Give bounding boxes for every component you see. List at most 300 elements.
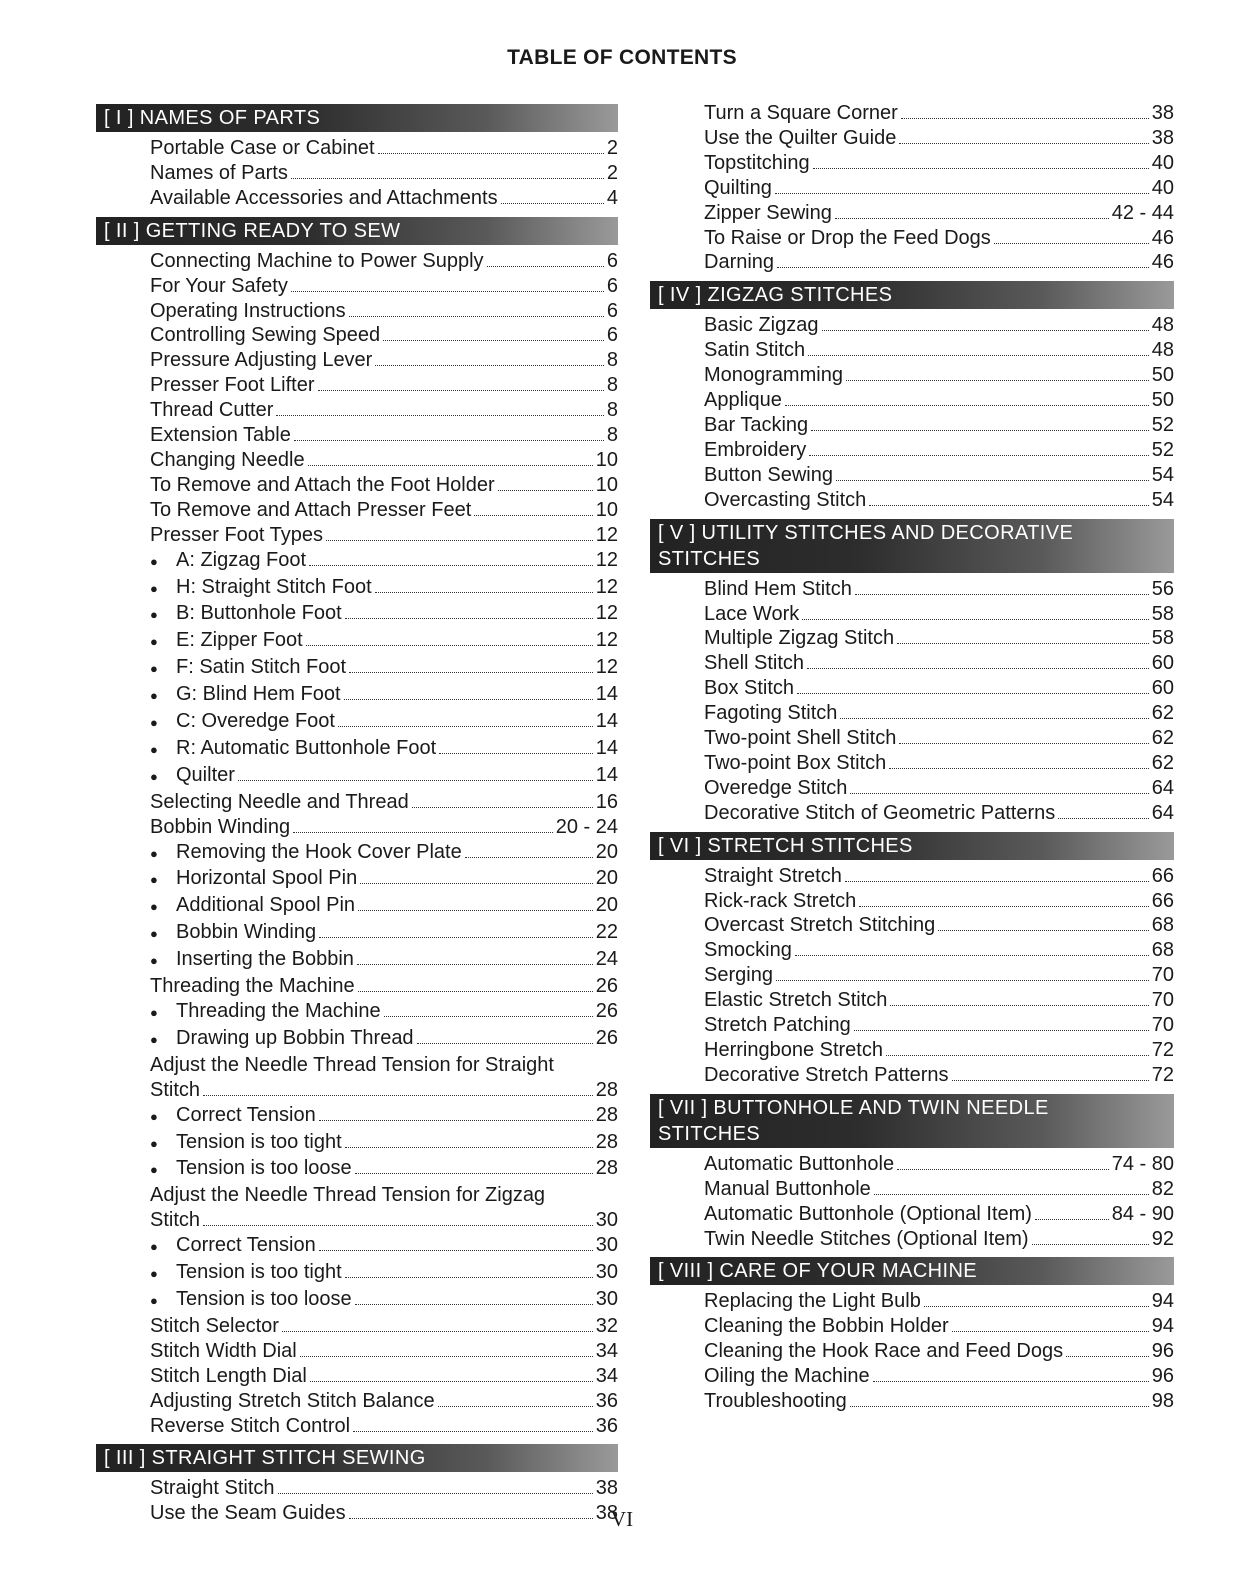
toc-entry-label: Smocking bbox=[704, 939, 792, 962]
toc-sub-entry bbox=[96, 1287, 618, 1314]
bullet-icon: ● bbox=[150, 899, 158, 915]
toc-entry-label: Adjust the Needle Thread Tension for Straight bbox=[150, 1053, 554, 1076]
toc-entry bbox=[96, 1389, 618, 1414]
toc-entry-page: 12 bbox=[595, 629, 618, 652]
bullet-icon: ● bbox=[150, 1031, 158, 1047]
dot-leader bbox=[924, 1306, 1149, 1307]
toc-entry bbox=[650, 363, 1174, 388]
bullet-icon: ● bbox=[150, 953, 158, 969]
toc-entry-label: Manual Buttonhole bbox=[704, 1177, 871, 1200]
dot-leader bbox=[889, 768, 1148, 769]
toc-entry-page: 10 bbox=[595, 448, 618, 471]
toc-left-column bbox=[96, 104, 618, 1526]
bullet-icon: ● bbox=[150, 715, 158, 731]
toc-entry-page: 36 bbox=[595, 1414, 618, 1437]
toc-entry-label: Adjust the Needle Thread Tension for Zigzag bbox=[150, 1184, 546, 1207]
toc-entry bbox=[96, 274, 618, 299]
toc-entry-page: 2 bbox=[606, 161, 618, 184]
toc-entry-page: 28 bbox=[595, 1103, 618, 1126]
toc-entry-label: Tension is too loose bbox=[176, 1157, 352, 1180]
toc-entry bbox=[650, 701, 1174, 726]
toc-entry-label: B: Buttonhole Foot bbox=[176, 602, 342, 625]
dot-leader bbox=[797, 693, 1149, 694]
toc-entry bbox=[650, 313, 1174, 338]
toc-entry-page: 30 bbox=[595, 1209, 618, 1232]
toc-entry bbox=[650, 151, 1174, 176]
toc-entry bbox=[650, 577, 1174, 602]
toc-entry bbox=[96, 323, 618, 348]
dot-leader bbox=[417, 1043, 593, 1044]
toc-entry-label: Changing Needle bbox=[150, 448, 305, 471]
toc-entry-label: H: Straight Stitch Foot bbox=[176, 575, 372, 598]
toc-entry-page: 8 bbox=[606, 349, 618, 372]
dot-leader bbox=[291, 291, 604, 292]
toc-entry bbox=[650, 889, 1174, 914]
toc-entry-label: Operating Instructions bbox=[150, 299, 346, 322]
toc-entry bbox=[96, 974, 618, 999]
toc-entry-page: 30 bbox=[595, 1261, 618, 1284]
bullet-icon: ● bbox=[150, 1135, 158, 1151]
toc-entry-label: Overcasting Stitch bbox=[704, 488, 867, 511]
toc-entry-label: Overedge Stitch bbox=[704, 776, 848, 799]
toc-right-column bbox=[650, 101, 1174, 1414]
toc-entry-page: 6 bbox=[606, 299, 618, 322]
toc-entry-page: 38 bbox=[595, 1502, 618, 1525]
dot-leader bbox=[345, 618, 593, 619]
toc-entry bbox=[650, 413, 1174, 438]
toc-entry-page: 50 bbox=[1151, 389, 1174, 412]
dot-leader bbox=[994, 243, 1149, 244]
toc-entry bbox=[650, 101, 1174, 126]
toc-entry bbox=[650, 1314, 1174, 1339]
toc-entry-page: 6 bbox=[606, 249, 618, 272]
toc-entry-label: To Remove and Attach the Foot Holder bbox=[150, 473, 495, 496]
dot-leader bbox=[846, 380, 1149, 381]
bullet-icon: ● bbox=[150, 926, 158, 942]
dot-leader bbox=[897, 1169, 1109, 1170]
toc-entry bbox=[96, 398, 618, 423]
toc-entry-label: Presser Foot Types bbox=[150, 523, 324, 546]
toc-sub-entry bbox=[96, 947, 618, 974]
toc-entry bbox=[650, 126, 1174, 151]
toc-entry-label: Elastic Stretch Stitch bbox=[704, 989, 888, 1012]
dot-leader bbox=[203, 1095, 593, 1096]
toc-entry bbox=[650, 626, 1174, 651]
dot-leader bbox=[897, 643, 1149, 644]
dot-leader bbox=[203, 1225, 593, 1226]
toc-entry-label: Quilting bbox=[704, 176, 772, 199]
toc-entry-label: Overcast Stretch Stitching bbox=[704, 914, 936, 937]
toc-entry-label: Topstitching bbox=[704, 151, 810, 174]
toc-entry-page: 30 bbox=[595, 1287, 618, 1310]
dot-leader bbox=[358, 910, 593, 911]
toc-entry-page: 4 bbox=[606, 186, 618, 209]
toc-entry-page: 58 bbox=[1151, 627, 1174, 650]
toc-entry-page: 12 bbox=[595, 548, 618, 571]
toc-entry-page: 20 bbox=[595, 840, 618, 863]
toc-entry-page: 46 bbox=[1151, 251, 1174, 274]
dot-leader bbox=[845, 881, 1149, 882]
toc-entry-page: 68 bbox=[1151, 939, 1174, 962]
toc-entry-page: 34 bbox=[595, 1339, 618, 1362]
dot-leader bbox=[326, 540, 593, 541]
toc-entry-label: To Raise or Drop the Feed Dogs bbox=[704, 226, 991, 249]
toc-entry bbox=[650, 651, 1174, 676]
toc-entry-page: 48 bbox=[1151, 339, 1174, 362]
toc-entry bbox=[650, 913, 1174, 938]
toc-entry-page: 24 bbox=[595, 948, 618, 971]
toc-entry-label: Portable Case or Cabinet bbox=[150, 137, 375, 159]
toc-entry bbox=[650, 1013, 1174, 1038]
bullet-icon: ● bbox=[150, 688, 158, 704]
toc-entry-label: Available Accessories and Attachments bbox=[150, 186, 498, 209]
bullet-icon: ● bbox=[150, 845, 158, 861]
toc-entry bbox=[96, 815, 618, 840]
dot-leader bbox=[873, 1381, 1149, 1382]
toc-entry bbox=[650, 1227, 1174, 1252]
toc-entry bbox=[96, 1339, 618, 1364]
toc-entry-label: Embroidery bbox=[704, 438, 807, 461]
section-header: [ III ] STRAIGHT STITCH SEWING bbox=[96, 1444, 618, 1472]
toc-entry-page: 50 bbox=[1151, 364, 1174, 387]
toc-entry-label: Drawing up Bobbin Thread bbox=[176, 1026, 414, 1049]
toc-entry-label: Pressure Adjusting Lever bbox=[150, 349, 373, 372]
toc-entry-page: 54 bbox=[1151, 488, 1174, 511]
toc-entry-page: 12 bbox=[595, 523, 618, 546]
toc-entry-label: Stitch bbox=[150, 1209, 201, 1232]
toc-entry-page: 96 bbox=[1151, 1365, 1174, 1388]
dot-leader bbox=[952, 1080, 1149, 1081]
toc-entry-label: For Your Safety bbox=[150, 274, 288, 297]
toc-entry-label: G: Blind Hem Foot bbox=[176, 683, 341, 706]
toc-entry bbox=[96, 498, 618, 523]
toc-entry-label: Straight Stitch bbox=[150, 1477, 275, 1500]
toc-entry-label: Stretch Patching bbox=[704, 1014, 851, 1037]
dot-leader bbox=[310, 1381, 593, 1382]
toc-entry-label: Automatic Buttonhole (Optional Item) bbox=[704, 1202, 1032, 1225]
dot-leader bbox=[813, 168, 1149, 169]
toc-entry-label: Applique bbox=[704, 389, 782, 412]
toc-entry bbox=[650, 463, 1174, 488]
dot-leader bbox=[776, 980, 1149, 981]
dot-leader bbox=[938, 930, 1149, 931]
toc-entry-label: Box Stitch bbox=[704, 677, 795, 700]
toc-entry-label: Tension is too tight bbox=[176, 1130, 342, 1153]
toc-entry-label: Connecting Machine to Power Supply bbox=[150, 249, 484, 272]
toc-entry-label: Quilter bbox=[176, 763, 235, 786]
dot-leader bbox=[869, 505, 1148, 506]
dot-leader bbox=[358, 991, 593, 992]
toc-entry-label: Shell Stitch bbox=[704, 652, 805, 675]
toc-entry bbox=[650, 1289, 1174, 1314]
toc-entry-label: Bobbin Winding bbox=[150, 815, 291, 838]
toc-entry bbox=[650, 1152, 1174, 1177]
toc-entry-page: 26 bbox=[595, 1026, 618, 1049]
dot-leader bbox=[785, 405, 1149, 406]
page-title: TABLE OF CONTENTS bbox=[507, 46, 737, 69]
section-header: [ IV ] ZIGZAG STITCHES bbox=[650, 281, 1174, 309]
toc-sub-entry bbox=[96, 736, 618, 763]
toc-sub-entry bbox=[96, 655, 618, 682]
dot-leader bbox=[345, 1147, 593, 1148]
toc-entry-label: Basic Zigzag bbox=[704, 314, 819, 337]
toc-sub-entry bbox=[96, 999, 618, 1026]
toc-entry-page: 60 bbox=[1151, 677, 1174, 700]
toc-entry bbox=[650, 602, 1174, 627]
toc-sub-entry bbox=[96, 1026, 618, 1053]
toc-entry-label: Troubleshooting bbox=[704, 1390, 847, 1413]
bullet-icon: ● bbox=[150, 580, 158, 596]
toc-entry-label: Correct Tension bbox=[176, 1234, 316, 1257]
toc-entry-label: Reverse Stitch Control bbox=[150, 1414, 351, 1437]
dot-leader bbox=[360, 883, 593, 884]
toc-entry bbox=[650, 676, 1174, 701]
toc-entry-page: 8 bbox=[606, 424, 618, 447]
toc-entry-page: 94 bbox=[1151, 1315, 1174, 1338]
toc-entry-label: To Remove and Attach Presser Feet bbox=[150, 498, 472, 521]
dot-leader bbox=[338, 726, 593, 727]
dot-leader bbox=[355, 1173, 593, 1174]
toc-entry bbox=[650, 801, 1174, 826]
toc-entry-label: Threading the Machine bbox=[150, 975, 355, 998]
toc-entry-label: Multiple Zigzag Stitch bbox=[704, 627, 895, 650]
toc-entry-label: Twin Needle Stitches (Optional Item) bbox=[704, 1227, 1029, 1250]
toc-entry-page: 28 bbox=[595, 1130, 618, 1153]
dot-leader bbox=[850, 1406, 1149, 1407]
dot-leader bbox=[840, 718, 1148, 719]
bullet-icon: ● bbox=[150, 1005, 158, 1020]
toc-entry bbox=[96, 473, 618, 498]
toc-entry-label: Cleaning the Hook Race and Feed Dogs bbox=[704, 1340, 1064, 1363]
section-header: [ VII ] BUTTONHOLE AND TWIN NEEDLE STITCHES bbox=[650, 1094, 1174, 1148]
toc-entry-label: Presser Foot Lifter bbox=[150, 374, 315, 397]
toc-entry-page: 54 bbox=[1151, 463, 1174, 486]
toc-entry-label: Blind Hem Stitch bbox=[704, 577, 852, 600]
bullet-icon: ● bbox=[150, 768, 158, 784]
toc-entry-page: 64 bbox=[1151, 776, 1174, 799]
toc-entry-label: Monogramming bbox=[704, 364, 843, 387]
toc-entry-label: Automatic Buttonhole bbox=[704, 1152, 895, 1175]
toc-entry-label: Names of Parts bbox=[150, 161, 288, 184]
toc-sub-entry bbox=[96, 763, 618, 790]
toc-entry-page: 8 bbox=[606, 374, 618, 397]
toc-entry-label: Adjusting Stretch Stitch Balance bbox=[150, 1389, 435, 1412]
toc-entry-label: F: Satin Stitch Foot bbox=[176, 656, 347, 679]
toc-entry-label: Horizontal Spool Pin bbox=[176, 867, 358, 890]
page-number: VI bbox=[610, 1507, 634, 1531]
toc-entry-label: Bar Tacking bbox=[704, 413, 809, 436]
toc-entry-label: Oiling the Machine bbox=[704, 1365, 870, 1388]
bullet-icon: ● bbox=[150, 607, 158, 623]
bullet-icon: ● bbox=[150, 741, 158, 757]
toc-entry-label: Additional Spool Pin bbox=[176, 894, 356, 917]
toc-entry-label: Removing the Hook Cover Plate bbox=[176, 840, 462, 863]
dot-leader bbox=[291, 178, 604, 179]
toc-entry bbox=[650, 1339, 1174, 1364]
toc-entry-page: 60 bbox=[1151, 652, 1174, 675]
toc-entry-page: 12 bbox=[595, 602, 618, 625]
toc-entry-page: 58 bbox=[1151, 602, 1174, 625]
toc-entry bbox=[96, 186, 618, 211]
toc-sub-entry bbox=[96, 1156, 618, 1183]
toc-entry-label: Button Sewing bbox=[704, 463, 833, 486]
toc-entry bbox=[650, 388, 1174, 413]
toc-entry-label: A: Zigzag Foot bbox=[176, 548, 307, 571]
dot-leader bbox=[384, 1016, 593, 1017]
toc-entry bbox=[96, 373, 618, 398]
toc-entry-page: 72 bbox=[1151, 1039, 1174, 1061]
dot-leader bbox=[855, 594, 1149, 595]
dot-leader bbox=[238, 780, 593, 781]
dot-leader bbox=[899, 743, 1148, 744]
toc-entry-page: 36 bbox=[595, 1389, 618, 1412]
toc-entry bbox=[96, 790, 618, 815]
toc-entry-label: Darning bbox=[704, 251, 775, 274]
toc-entry-page: 2 bbox=[606, 137, 618, 159]
dot-leader bbox=[886, 1055, 1149, 1056]
toc-sub-entry bbox=[96, 1103, 618, 1130]
toc-entry-label: Fagoting Stitch bbox=[704, 702, 838, 725]
dot-leader bbox=[319, 937, 593, 938]
toc-entry bbox=[650, 250, 1174, 275]
dot-leader bbox=[777, 267, 1149, 268]
toc-entry bbox=[96, 299, 618, 324]
dot-leader bbox=[378, 153, 604, 154]
dot-leader bbox=[487, 266, 604, 267]
toc-entry-label: Replacing the Light Bulb bbox=[704, 1290, 921, 1313]
toc-entry-page: 14 bbox=[595, 710, 618, 733]
dot-leader bbox=[1066, 1356, 1149, 1357]
toc-entry-page: 98 bbox=[1151, 1390, 1174, 1413]
dot-leader bbox=[318, 390, 604, 391]
dot-leader bbox=[294, 440, 604, 441]
toc-entry-label: Stitch bbox=[150, 1078, 201, 1101]
toc-entry bbox=[650, 1038, 1174, 1063]
dot-leader bbox=[293, 832, 553, 833]
toc-entry-page: 64 bbox=[1151, 801, 1174, 824]
toc-entry-label: Lace Work bbox=[704, 602, 800, 625]
toc-entry bbox=[650, 1364, 1174, 1389]
toc-entry bbox=[650, 1063, 1174, 1088]
toc-entry bbox=[650, 1202, 1174, 1227]
dot-leader bbox=[835, 218, 1109, 219]
dot-leader bbox=[353, 1431, 593, 1432]
dot-leader bbox=[811, 430, 1149, 431]
toc-sub-entry bbox=[96, 709, 618, 736]
toc-entry bbox=[96, 523, 618, 548]
toc-entry-page: 56 bbox=[1151, 577, 1174, 600]
toc-entry-page: 82 bbox=[1151, 1177, 1174, 1200]
toc-entry-label: Satin Stitch bbox=[704, 339, 806, 362]
toc-entry-page: 70 bbox=[1151, 1014, 1174, 1037]
toc-entry bbox=[650, 1177, 1174, 1202]
dot-leader bbox=[375, 592, 593, 593]
toc-entry-page: 28 bbox=[595, 1078, 618, 1101]
dot-leader bbox=[349, 316, 604, 317]
dot-leader bbox=[874, 1194, 1149, 1195]
toc-entry-page: 66 bbox=[1151, 864, 1174, 887]
dot-leader bbox=[355, 1304, 593, 1305]
toc-entry-label: Selecting Needle and Thread bbox=[150, 790, 409, 813]
toc-entry-page: 40 bbox=[1151, 176, 1174, 199]
bullet-icon: ● bbox=[150, 1108, 158, 1124]
dot-leader bbox=[278, 1493, 593, 1494]
toc-entry-label: Controlling Sewing Speed bbox=[150, 324, 381, 347]
dot-leader bbox=[438, 1406, 593, 1407]
section-header: [ I ] NAMES OF PARTS bbox=[96, 104, 618, 132]
toc-entry-page: 16 bbox=[595, 790, 618, 813]
toc-entry-label: Two-point Shell Stitch bbox=[704, 727, 897, 750]
toc-entry-page: 72 bbox=[1151, 1063, 1174, 1086]
toc-entry bbox=[96, 1078, 618, 1103]
toc-entry-page: 38 bbox=[595, 1477, 618, 1500]
toc-entry bbox=[650, 176, 1174, 201]
dot-leader bbox=[349, 672, 593, 673]
toc-entry-label: Use the Seam Guides bbox=[150, 1502, 346, 1525]
toc-entry-label: C: Overedge Foot bbox=[176, 710, 335, 733]
toc-entry-label: Extension Table bbox=[150, 424, 291, 447]
toc-sub-entry bbox=[96, 893, 618, 920]
toc-entry-page: 70 bbox=[1151, 964, 1174, 987]
toc-entry-label: Correct Tension bbox=[176, 1103, 316, 1126]
toc-entry-page: 42 - 44 bbox=[1111, 201, 1174, 224]
toc-entry bbox=[96, 448, 618, 473]
toc-sub-entry bbox=[96, 575, 618, 602]
dot-leader bbox=[474, 515, 592, 516]
toc-entry bbox=[96, 1414, 618, 1439]
bullet-icon: ● bbox=[150, 1292, 158, 1308]
toc-entry bbox=[650, 338, 1174, 363]
dot-leader bbox=[901, 118, 1149, 119]
toc-entry-label: Use the Quilter Guide bbox=[704, 126, 897, 149]
toc-sub-entry bbox=[96, 866, 618, 893]
dot-leader bbox=[319, 1250, 593, 1251]
section-header: [ V ] UTILITY STITCHES AND DECORATIVE STITCHES bbox=[650, 519, 1174, 573]
toc-entry bbox=[96, 423, 618, 448]
bullet-icon: ● bbox=[150, 661, 158, 677]
toc-entry bbox=[650, 226, 1174, 251]
toc-entry-page: 22 bbox=[595, 921, 618, 944]
toc-entry-label: Decorative Stitch of Geometric Patterns bbox=[704, 801, 1056, 824]
toc-entry-label: Stitch Width Dial bbox=[150, 1339, 297, 1362]
dot-leader bbox=[344, 699, 593, 700]
dot-leader bbox=[309, 565, 593, 566]
dot-leader bbox=[807, 668, 1149, 669]
toc-entry-page: 32 bbox=[595, 1314, 618, 1337]
dot-leader bbox=[1032, 1244, 1149, 1245]
toc-entry-label: Stitch Length Dial bbox=[150, 1364, 307, 1387]
toc-entry bbox=[96, 136, 618, 161]
toc-entry-label: E: Zipper Foot bbox=[176, 629, 303, 652]
toc-entry-label: Two-point Box Stitch bbox=[704, 751, 887, 774]
toc-entry-label: Threading the Machine bbox=[176, 1000, 381, 1022]
dot-leader bbox=[345, 1277, 593, 1278]
toc-entry-label: Tension is too tight bbox=[176, 1261, 342, 1284]
section-header: [ VI ] STRETCH STITCHES bbox=[650, 832, 1174, 860]
toc-entry bbox=[650, 938, 1174, 963]
toc-entry-page: 52 bbox=[1151, 413, 1174, 436]
toc-entry-page: 8 bbox=[606, 399, 618, 422]
bullet-icon: ● bbox=[150, 1239, 158, 1255]
toc-entry bbox=[96, 1476, 618, 1501]
toc-entry-label: Decorative Stretch Patterns bbox=[704, 1063, 949, 1086]
dot-leader bbox=[439, 753, 593, 754]
toc-entry-label: Bobbin Winding bbox=[176, 921, 317, 944]
toc-entry bbox=[96, 348, 618, 373]
toc-entry-page: 14 bbox=[595, 683, 618, 706]
toc-entry-page: 20 bbox=[595, 867, 618, 890]
toc-entry bbox=[650, 488, 1174, 513]
